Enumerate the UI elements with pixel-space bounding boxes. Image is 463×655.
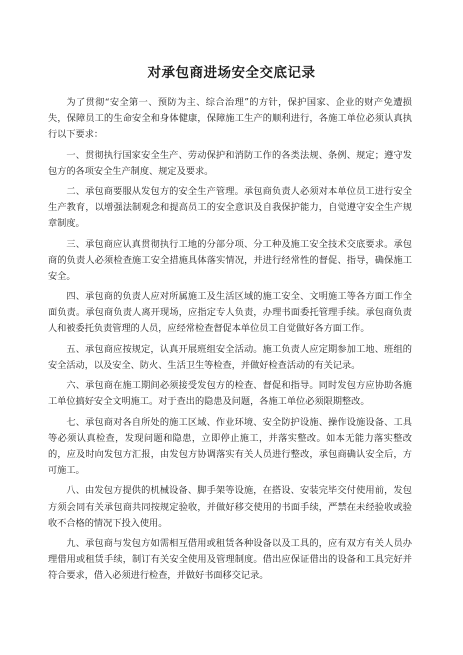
clause-5: 五、承包商应按规定，认真开展班组安全活动。施工负责人应定期参加工地、班组的安全活动，以及安全、防火、生活卫生等检查，并做好检查活动的有关记录。 [48,343,412,371]
clause-1: 一、贯彻执行国家安全生产、劳动保护和消防工作的各类法规、条例、规定；遵守发包方的各项安全生产制度、规定及要求。 [48,149,412,177]
clause-9: 九、承包商与发包方如需相互借用或租赁各种设备以及工具的，应有双方有关人员办理借用或租赁手续，制订有关安全使用及管理制度。借出应保证借出的设备和工具完好并符合要求，借入必须进行检查，并做好书面移交记录。 [48,538,412,582]
clause-7: 七、承包商对各自所处的施工区域、作业环境、安全防护设施、操作设施设备、工具等必须认真检查，发现问题和隐患，立即停止施工，并落实整改。如本无能力落实整改的，应及时向发包方汇报，由发包方协调落实有关人员进行整改，承包商确认安全后，方可施工。 [48,416,412,477]
clause-8: 八、由发包方提供的机械设备、脚手架等设施，在搭设、安装完毕交付使用前，发包方须会同有关承包商共同按规定验收，并做好移交使用的书面手续，严禁在未经验收或验收不合格的情况下投入使用。 [48,485,412,529]
clause-3: 三、承包商应认真贯彻执行工地的分部分项、分工种及施工安全技术交底要求。承包商的负责人必须检查施工安全措施具体落实情况，并进行经常性的督促、指导，确保施工安全。 [48,238,412,282]
clause-4: 四、承包商的负责人应对所属施工及生活区域的施工安全、文明施工等各方面工作全面负责。承包商负责人离开现场，应指定专人负责，办理书面委托管理手续。承包商负责人和被委托负责管理的人员，应经常检查督促本单位员工自觉做好各方面工作。 [48,291,412,335]
document-body [48,95,412,589]
clause-2: 二、承包商要服从发包方的安全生产管理。承包商负责人必须对本单位员工进行安全生产教育，以增强法制观念和提高员工的安全意识及自我保护能力，自觉遵守安全生产规章制度。 [48,186,412,230]
clause-6: 六、承包商在施工期间必须接受发包方的检查、督促和指导。同时发包方应协助各施工单位搞好安全文明施工。对于查出的隐患及问题，各施工单位必须限期整改。 [48,380,412,408]
intro-paragraph: 为了贯彻“安全第一、预防为主、综合治理”的方针，保护国家、企业的财产免遭损失，保障员工的生命安全和身体健康，保障施工生产的顺利进行，各施工单位必须认真执行以下要求： [48,97,412,141]
document-title: 对承包商进场安全交底记录 [147,65,316,81]
